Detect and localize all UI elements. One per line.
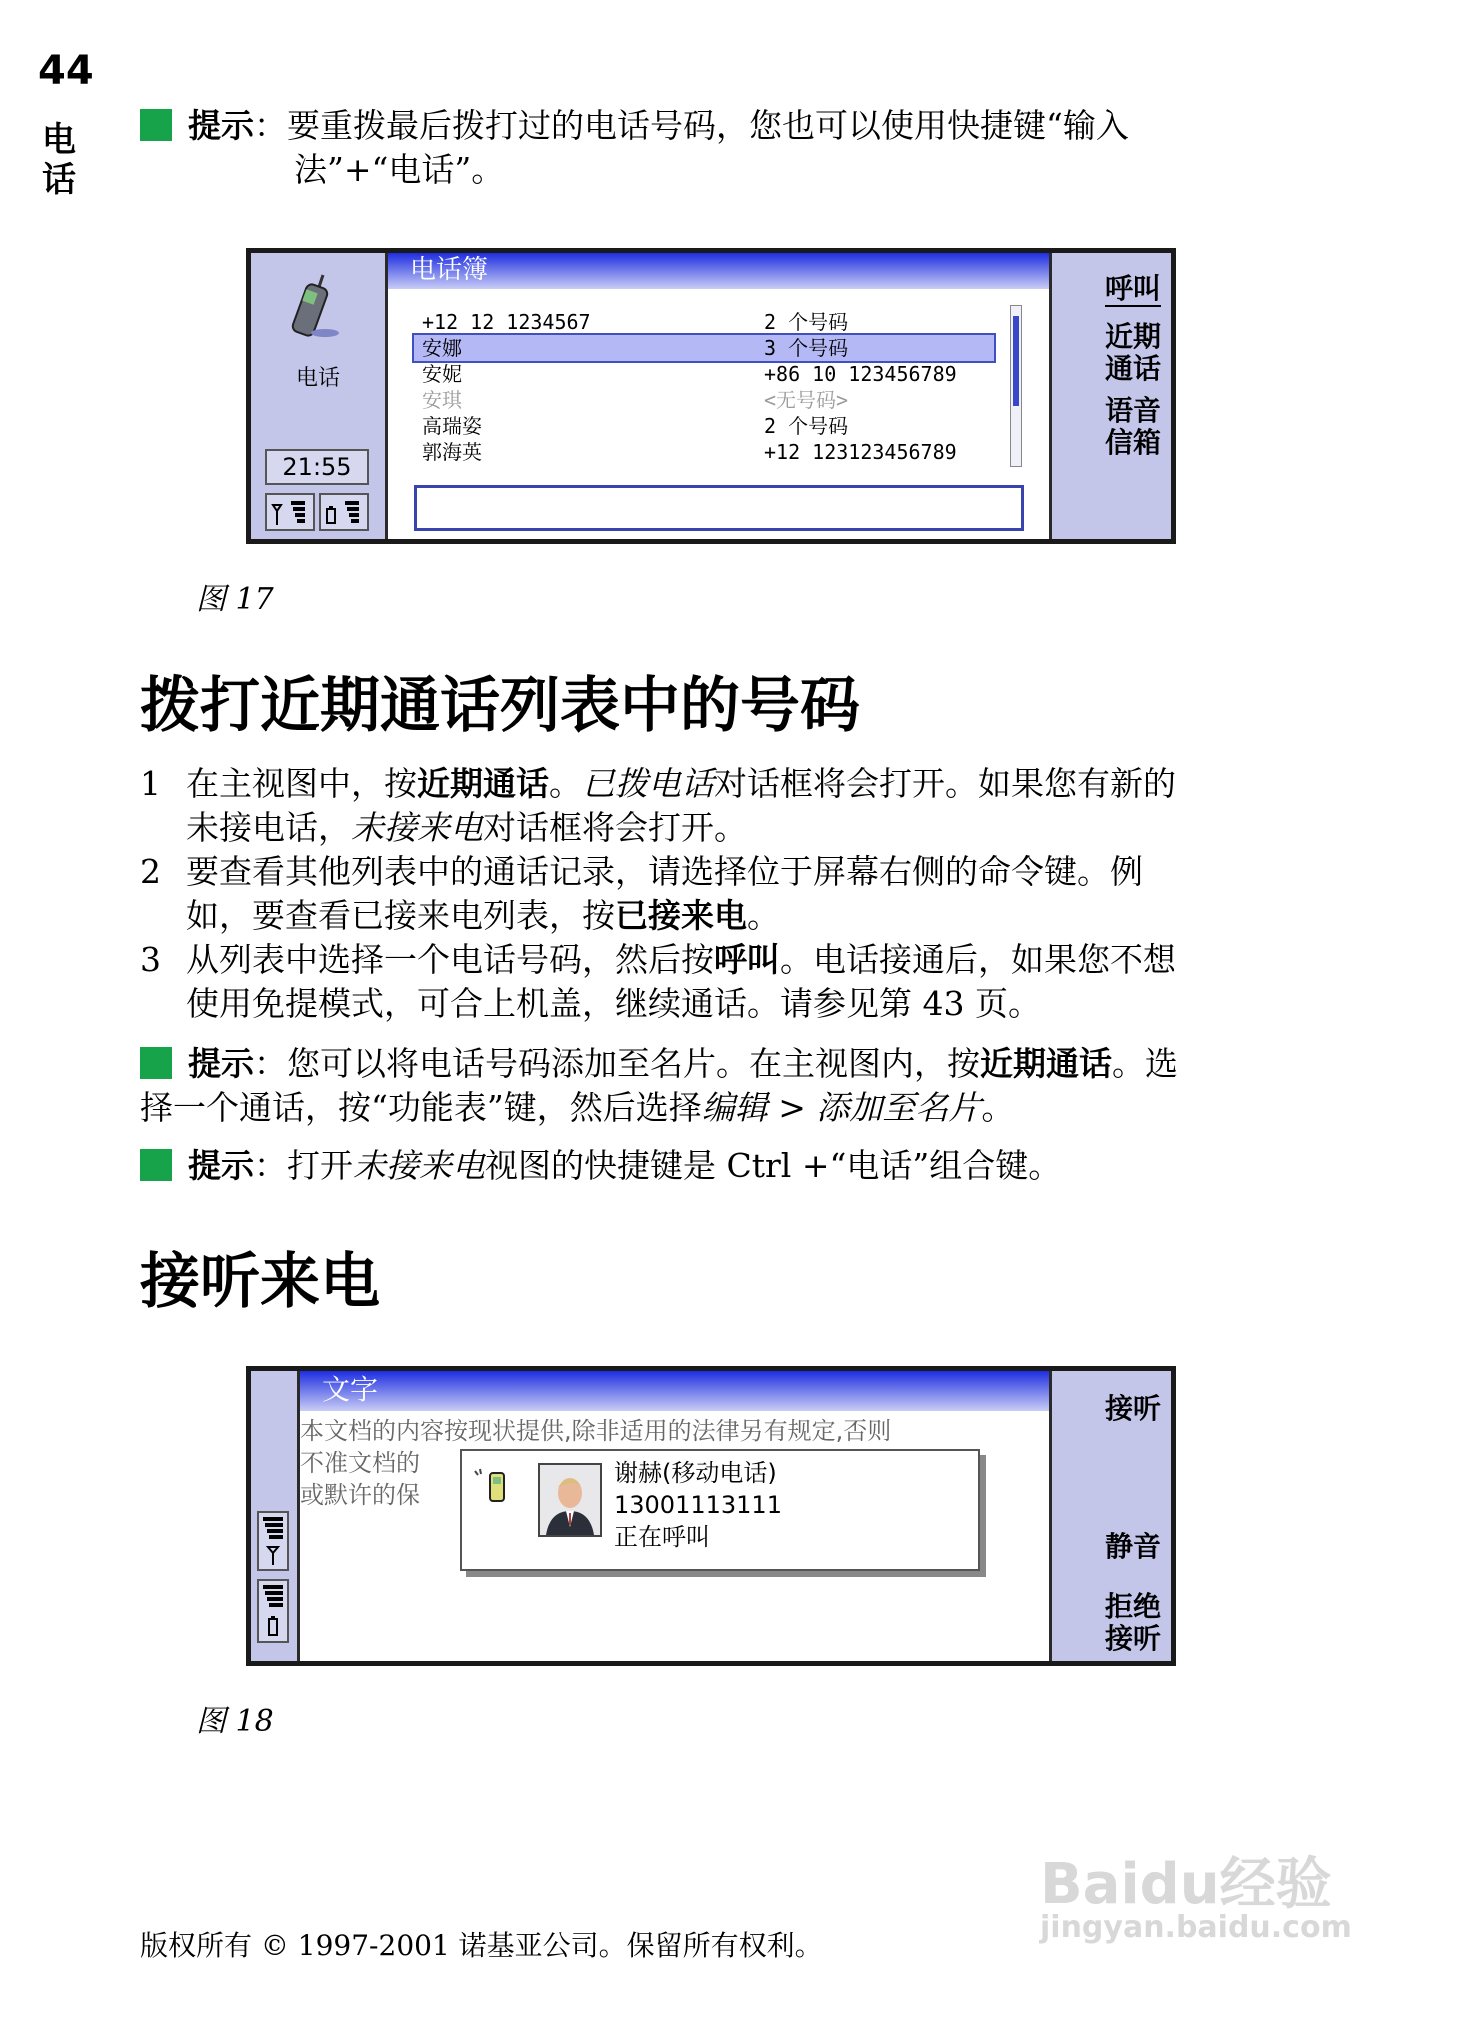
search-input[interactable] [414,485,1024,531]
clock: 21:55 [265,449,369,485]
battery-icon [259,1581,287,1641]
list-item-selected[interactable]: 安娜 3 个号码 [414,335,994,361]
list-item[interactable]: 郭海英 +12 123123456789 [422,440,957,464]
section-heading-2: 接听来电 [140,1247,380,1317]
battery-icon [321,495,367,529]
page-number: 44 [38,48,94,94]
tip-1 [140,104,1270,192]
copyright-footer: 版权所有 © 1997-2001 诺基亚公司。保留所有权利。 [140,1929,823,1962]
tip-label: 提示 [188,106,254,145]
caller-name: 谢赫(移动电话) [614,1459,777,1487]
signal-indicator [257,1511,289,1571]
contact-list [414,309,994,469]
battery-indicator [257,1579,289,1643]
call-status: 正在呼叫 [614,1523,710,1551]
caller-photo [538,1463,602,1537]
ringing-phone-icon [472,1465,512,1507]
figure-17-caption: 图 17 [196,582,274,617]
status-panel [251,1371,297,1661]
baidu-watermark: Baidu经验 [1040,1852,1332,1917]
tip-1-line2: 法”+“电话”。 [294,150,505,189]
tip-square-icon [140,109,172,141]
phonebook-window [385,253,1049,539]
scrollbar-thumb[interactable] [1013,316,1019,406]
section-heading-1: 拨打近期通话列表中的号码 [140,671,860,741]
figure-17-screenshot [246,248,1176,544]
figure-18-caption: 图 18 [196,1704,274,1739]
voicemail-button[interactable]: 语音 信箱 [1104,394,1161,459]
tip-2: 提示：您可以将电话号码添加至名片。在主视图内，按近期通话。选 择一个通话，按“功能表”键，然后选择编辑 > 添加至名片。 [140,1044,1178,1127]
steps-list [140,762,1300,1026]
mute-button[interactable]: 静音 [1104,1530,1161,1563]
answer-button[interactable]: 接听 [1104,1392,1161,1425]
list-item[interactable]: 安妮 +86 10 123456789 [422,362,957,386]
doc-line-2a: 不准文档的 [300,1449,420,1477]
signal-indicator [265,493,315,531]
signal-icon [259,1513,287,1569]
call-button[interactable]: 呼叫 [1104,272,1161,305]
list-item[interactable]: 安琪 <无号码> [422,388,849,412]
battery-indicator [319,493,369,531]
phone-icon [285,271,345,343]
window-title: 电话簿 [388,253,1049,289]
tip-1-line1: ：要重拨最后拨打过的电话号码，您也可以使用快捷键“输入 [254,106,1129,145]
tip-3: 提示：打开未接来电视图的快捷键是 Ctrl +“电话”组合键。 [140,1144,1300,1188]
reject-call-button[interactable]: 拒绝 接听 [1104,1590,1161,1655]
person-avatar-icon [540,1465,600,1535]
caller-number: 13001113111 [614,1491,782,1519]
tip-square-icon [140,1047,172,1079]
figure-18-screenshot [246,1366,1176,1666]
baidu-watermark-url: jingyan.baidu.com [1040,1910,1352,1945]
chapter-side-label: 电话 [42,120,76,200]
tip-square-icon [140,1149,172,1181]
caller-info [614,1457,782,1553]
command-panel [1049,1371,1171,1661]
recent-calls-button[interactable]: 近期 通话 [1104,320,1161,385]
scrollbar[interactable] [1010,305,1022,467]
step-3: 3 从列表中选择一个电话号码，然后按呼叫。电话接通后，如果您不想 使用免提模式，可合上机盖，继续通话。请参见第 43 页。 [140,940,1176,1023]
doc-line-3: 或默许的保 [300,1481,420,1509]
list-item[interactable]: 高瑞姿 2 个号码 [422,414,849,438]
list-item[interactable]: +12 12 1234567 2 个号码 [422,310,849,334]
step-2: 2 要查看其他列表中的通话记录，请选择位于屏幕右侧的命令键。例 如，要查看已接来电列表，按已接来电。 [140,852,1143,935]
app-label: 电话 [295,366,340,391]
window-title: 文字 [300,1371,1049,1411]
doc-line-1: 本文档的内容按现状提供,除非适用的法律另有规定,否则 [300,1417,892,1445]
text-document-window [297,1371,1049,1661]
command-panel [1049,253,1171,539]
step-1: 1 在主视图中，按近期通话。已拨电话对话框将会打开。如果您有新的 未接电话，未接来电对话框将会打开。 [140,764,1176,847]
incoming-call-dialog [460,1449,980,1571]
signal-icon [267,495,313,529]
status-panel [251,253,385,539]
